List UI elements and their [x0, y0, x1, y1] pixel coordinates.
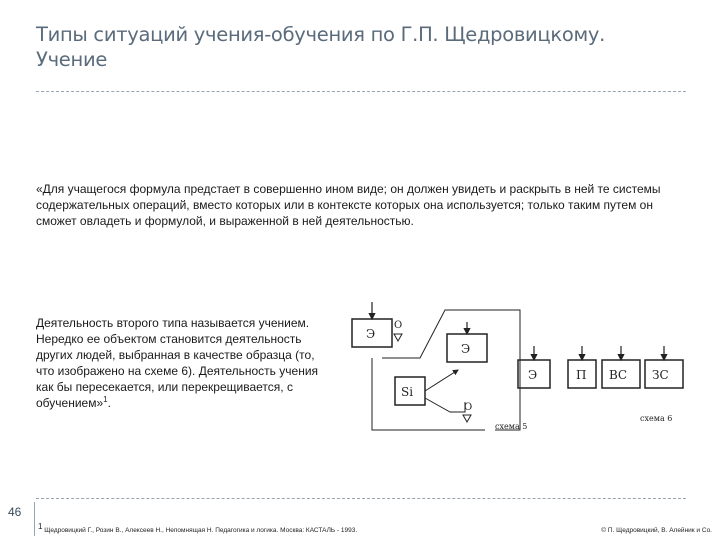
box-si-label: Si [401, 385, 414, 399]
slide-title-line-2: Учение [36, 48, 108, 71]
triangle-2 [463, 415, 471, 422]
title-divider [36, 91, 686, 92]
scheme-5-caption: схема 5 [495, 422, 528, 431]
page-number: 46 [8, 505, 22, 519]
scheme-6 [518, 346, 683, 423]
body-paragraph-period: . [107, 396, 111, 410]
box-e1-label: Э [366, 327, 376, 341]
box-vs-label: ВС [609, 368, 627, 382]
box-zs-label: ЗС [652, 368, 669, 382]
copyright: © П. Щедровицкий, В. Алейник и Со. [601, 527, 712, 534]
box-e2-label: Э [461, 342, 471, 356]
quote-paragraph: «Для учащегося формула предстает в совершенно ином виде; он должен увидеть и раскрыть в ней те системы содержательных операций, вместо которых или в контексте которых она используется; только таким путем он сможет овладеть и формулой, и выраженной в ней деятельностью. [36, 182, 661, 228]
footer-divider [36, 498, 686, 499]
scheme-5 [352, 302, 527, 431]
scheme-6-caption: схема 6 [640, 414, 673, 423]
page-number-separator [34, 502, 35, 536]
body-paragraph [36, 315, 326, 411]
box-e-label: Э [528, 368, 538, 382]
footnote-mark: 1 [38, 522, 43, 531]
arrow-si-to-o2 [425, 398, 465, 412]
object-label-1: О [394, 320, 403, 331]
footnote-text: Щедровицкий Г., Розин В., Алексеев Н., Непомнящая Н. Педагогика и логика. Москва: КАСТАЛЬ - 1993. [44, 527, 358, 535]
slide-title [36, 22, 686, 72]
triangle-1 [394, 334, 402, 341]
footnote-reference: 1 [103, 395, 108, 404]
arrow-si-to-e2 [425, 370, 458, 391]
footnote [38, 522, 358, 535]
scheme-diagram [330, 290, 700, 440]
object-label-2: О [464, 402, 473, 413]
box-p-label: П [576, 368, 587, 382]
slide-title-line-1: Типы ситуаций учения-обучения по Г.П. Щедровицкому. [36, 23, 606, 46]
body-paragraph-text: Деятельность второго типа называется учением. Нередко ее объектом становится деятельность других людей, выбранная в качестве образца (то, что изображено на схеме 6). Деятельность учения как бы пересекается, или перекрещивается, с обучением» [36, 316, 319, 410]
